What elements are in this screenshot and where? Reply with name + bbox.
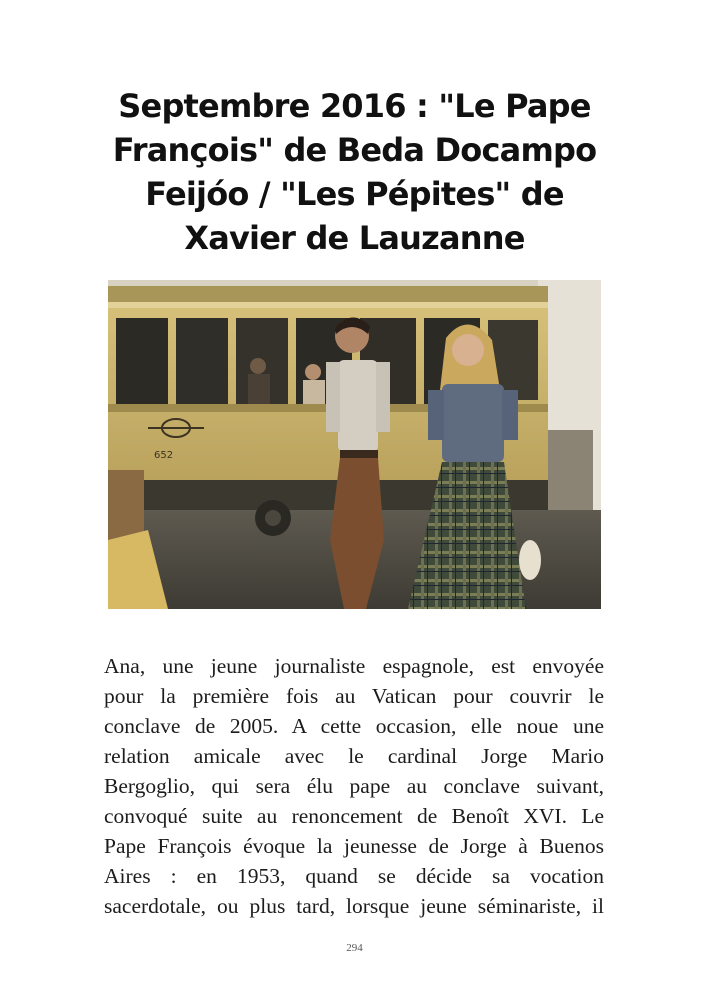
title-line-2: François" de Beda Docampo bbox=[112, 131, 597, 169]
tram-number: 652 bbox=[154, 450, 174, 461]
page-title bbox=[90, 84, 619, 260]
film-still-photo bbox=[108, 280, 601, 609]
title-line-4: Xavier de Lauzanne bbox=[184, 219, 525, 257]
article-body bbox=[104, 651, 604, 921]
body-line-9: sacerdotale, ou plus tard, lorsque jeune séminariste, il bbox=[104, 894, 604, 918]
body-line-2: pour la première fois au Vatican pour couvrir le bbox=[104, 684, 604, 708]
body-line-1: Ana, une jeune journaliste espagnole, est envoyée bbox=[104, 654, 604, 678]
body-line-5: Bergoglio, qui sera élu pape au conclave suivant, bbox=[104, 774, 604, 798]
body-line-7: Pape François évoque la jeunesse de Jorge à Buenos bbox=[104, 834, 604, 858]
body-line-6: convoqué suite au renoncement de Benoît XVI. Le bbox=[104, 804, 604, 828]
film-still-illustration bbox=[108, 280, 601, 609]
page-number: 294 bbox=[346, 942, 363, 954]
title-line-1: Septembre 2016 : "Le Pape bbox=[118, 87, 591, 125]
title-line-3: Feijóo / "Les Pépites" de bbox=[145, 175, 564, 213]
body-line-3: conclave de 2005. A cette occasion, elle noue une bbox=[104, 714, 604, 738]
body-line-8: Aires : en 1953, quand se décide sa vocation bbox=[104, 864, 604, 888]
body-line-4: relation amicale avec le cardinal Jorge Mario bbox=[104, 744, 604, 768]
